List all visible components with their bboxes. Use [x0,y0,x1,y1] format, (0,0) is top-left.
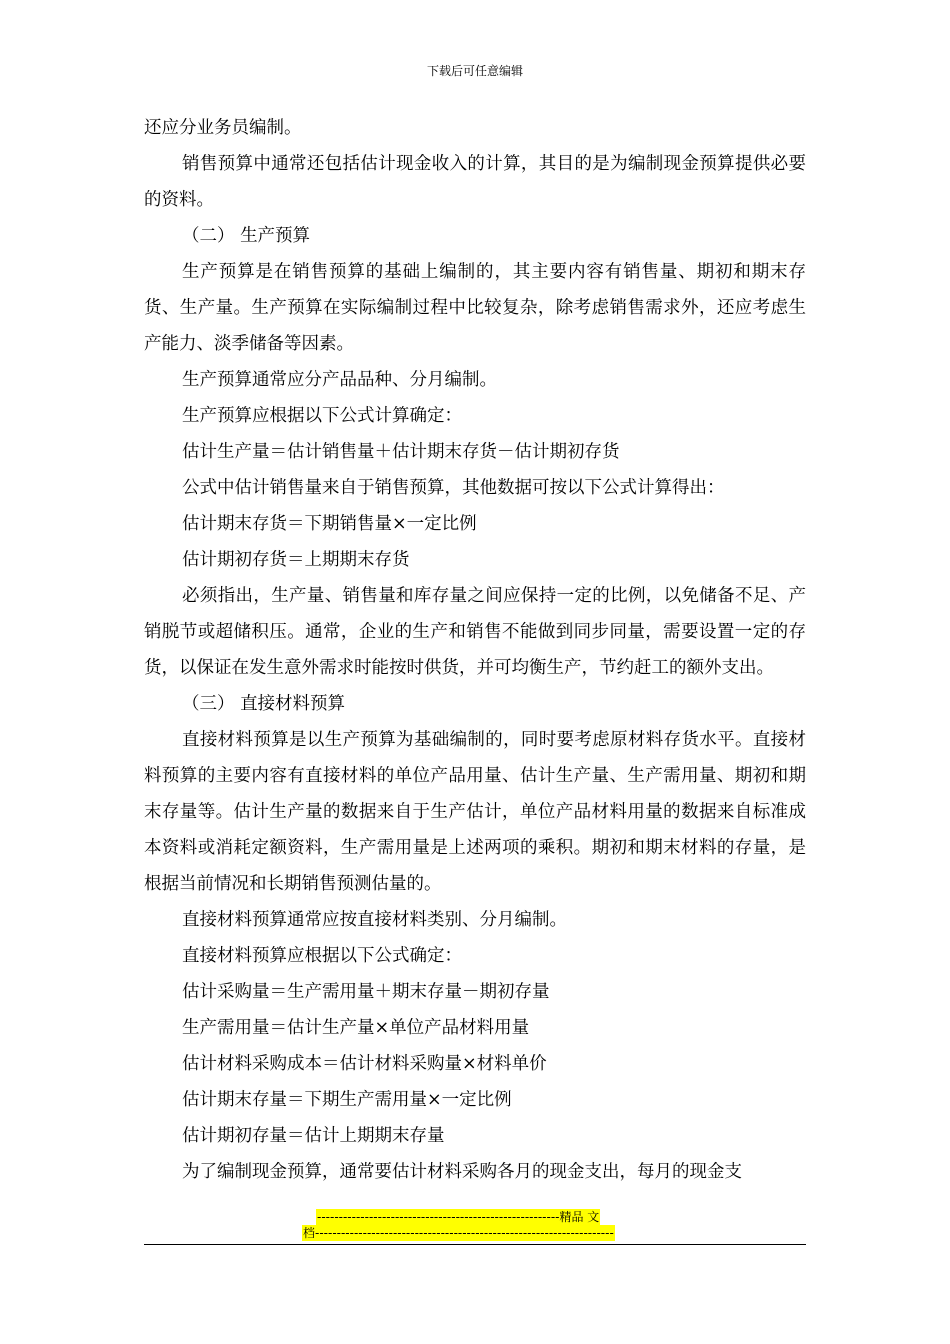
formula-line: 估计期末存量＝下期生产需用量×一定比例 [182,1090,512,1110]
paragraph: 为了编制现金预算，通常要估计材料采购各月的现金支出，每月的现金支 [182,1162,742,1182]
paragraph: 销售预算中通常还包括估计现金收入的计算，其目的是为编制现金预算提供必要的资料。 [144,154,806,210]
paragraph: 生产预算是在销售预算的基础上编制的，其主要内容有销售量、期初和期末存货、生产量。生产预算在实际编制过程中比较复杂，除考虑销售需求外，还应考虑生产能力、淡季储备等因素。 [144,262,806,354]
paragraph: 公式中估计销售量来自于销售预算，其他数据可按以下公式计算得出： [182,478,725,498]
page-header: 下载后可任意编辑 [426,64,523,78]
document-body [144,110,806,1190]
formula-line: 估计期末存货＝下期销售量×一定比例 [182,514,477,534]
formula-line: 估计材料采购成本＝估计材料采购量×材料单价 [182,1054,547,1074]
section-heading-direct-materials-budget: （三） 直接材料预算 [182,694,346,714]
formula-line: 估计生产量＝估计销售量＋估计期末存货－估计期初存货 [182,442,620,462]
section-heading-production-budget: （二） 生产预算 [182,226,311,246]
formula-line: 估计期初存货＝上期期末存货 [182,550,410,570]
paragraph: 直接材料预算是以生产预算为基础编制的，同时要考虑原材料存货水平。直接材料预算的主要内容有直接材料的单位产品用量、估计生产量、生产需用量、期初和期末存量等。估计生产量的数据来自于生产估计，单位产品材料用量的数据来自标准成本资料或消耗定额资料，生产需用量是上述两项的乘积。期初和期末材料的存量，是根据当前情况和长期销售预测估量的。 [144,730,806,894]
footer-highlight-line-1: --------------------------------------------------------精品 文 [317,1210,600,1224]
formula-line: 估计期初存量＝估计上期期末存量 [182,1126,445,1146]
footer-highlight-line-2: 档--------------------------------------------------------------------- [303,1226,614,1240]
paragraph: 必须指出，生产量、销售量和库存量之间应保持一定的比例，以免储备不足、产销脱节或超储积压。通常，企业的生产和销售不能做到同步同量，需要设置一定的存货，以保证在发生意外需求时能按时供货，并可均衡生产，节约赶工的额外支出。 [144,586,806,678]
paragraph-continuation: 还应分业务员编制。 [144,118,302,138]
footer-divider [144,1244,806,1245]
paragraph: 生产预算应根据以下公式计算确定： [182,406,462,426]
paragraph: 生产预算通常应分产品品种、分月编制。 [182,370,497,390]
formula-line: 生产需用量＝估计生产量×单位产品材料用量 [182,1018,530,1038]
formula-line: 估计采购量＝生产需用量＋期末存量－期初存量 [182,982,550,1002]
paragraph: 直接材料预算应根据以下公式确定： [182,946,462,966]
paragraph: 直接材料预算通常应按直接材料类别、分月编制。 [182,910,567,930]
